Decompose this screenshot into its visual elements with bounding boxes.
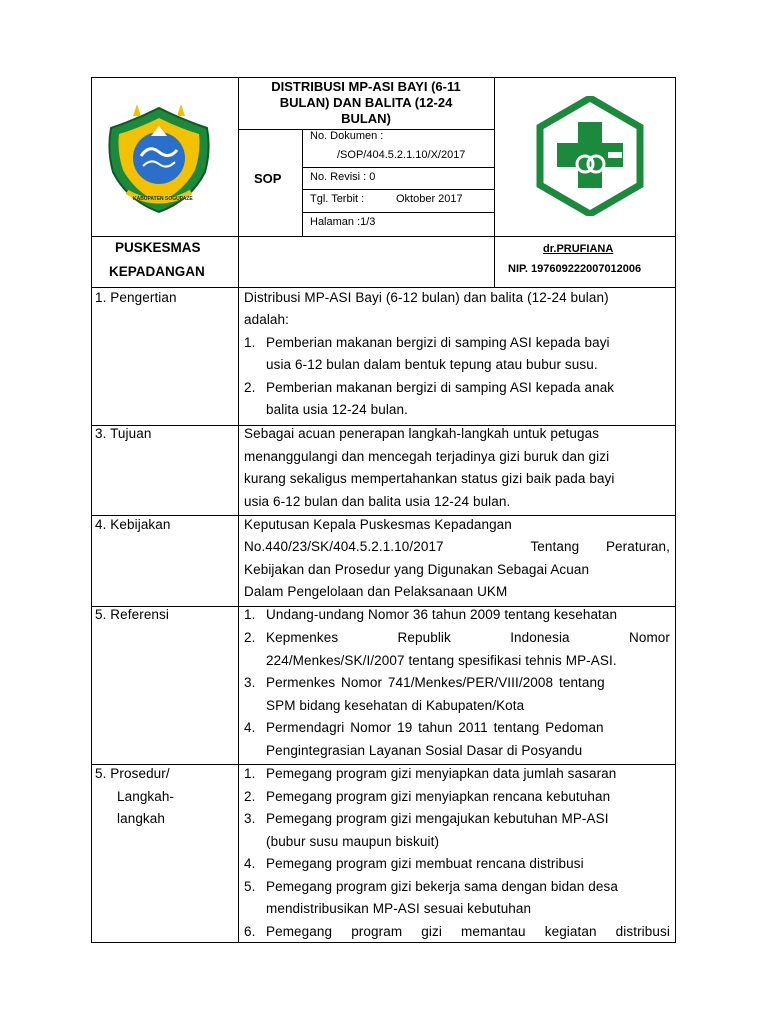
referensi-4-line2: Pengintegrasian Layanan Sosial Dasar di Posyandu — [266, 743, 583, 758]
prosedur-3-line1: Pemegang program gizi mengajukan kebutuhan MP-ASI — [266, 811, 609, 826]
document-title-line1: DISTRIBUSI MP-ASI BAYI (6-11 — [271, 79, 461, 94]
pengertian-item1-line1: Pemberian makanan bergizi di samping ASI kepada bayi — [266, 335, 610, 350]
prosedur-3-line2: (bubur susu maupun biskuit) — [266, 834, 440, 849]
puskesmas-cross-icon — [530, 96, 650, 216]
referensi-3-number: 3. — [244, 675, 256, 690]
pengertian-item2-line2: balita usia 12-24 bulan. — [266, 402, 409, 417]
doc-no-value: /SOP/404.5.2.1.10/X/2017 — [337, 149, 466, 161]
kebijakan-line2 — [244, 539, 670, 554]
terbit-label: Tgl. Terbit : — [310, 193, 365, 205]
org-name-line2: KEPADANGAN — [109, 264, 205, 279]
prosedur-6-word: distribusi — [615, 924, 670, 939]
header-divider-right — [494, 77, 495, 288]
row-line-prosedur — [91, 764, 676, 765]
prosedur-6-word: program — [351, 924, 403, 939]
prosedur-5-line1: Pemegang program gizi bekerja sama dengan bidan desa — [266, 879, 618, 894]
kebijakan-line2-word: Peraturan, — [605, 539, 670, 554]
label-referensi: 5. Referensi — [95, 607, 169, 622]
referensi-4-number: 4. — [244, 720, 256, 735]
kebijakan-line3: Kebijakan dan Prosedur yang Digunakan Sebagai Acuan — [244, 562, 590, 577]
referensi-3-line2: SPM bidang kesehatan di Kabupaten/Kota — [266, 698, 525, 713]
prosedur-6-word: gizi — [421, 924, 442, 939]
terbit-value: Oktober 2017 — [396, 193, 463, 205]
emblem-banner-text: KABUPATEN SOGUPAZE — [133, 196, 193, 202]
label-prosedur-line3: langkah — [117, 811, 165, 826]
prosedur-6 — [266, 924, 670, 939]
prosedur-5-line2: mendistribusikan MP-ASI sesuai kebutuhan — [266, 901, 532, 916]
pengertian-item1-number: 1. — [244, 335, 256, 350]
revisi: No. Revisi : 0 — [310, 171, 376, 183]
revisi-line — [302, 189, 494, 190]
tujuan-line2: menanggulangi dan mencegah terjadinya gizi buruk dan gizi — [244, 449, 610, 464]
sop-label: SOP — [254, 171, 282, 186]
referensi-2-number: 2. — [244, 630, 256, 645]
tujuan-line3: kurang sekaligus mempertahankan status gizi baik pada bayi — [244, 471, 615, 486]
prosedur-4: Pemegang program gizi membuat rencana distribusi — [266, 856, 584, 871]
doc-no-label: No. Dokumen : — [310, 130, 384, 142]
head-name: dr.PRUFIANA — [543, 243, 614, 255]
referensi-1: Undang-undang Nomor 36 tahun 2009 tentang kesehatan — [266, 607, 618, 622]
kebijakan-line1: Keputusan Kepala Puskesmas Kepadangan — [244, 517, 512, 532]
org-name-line1: PUSKESMAS — [115, 240, 201, 255]
document-title-line2: BULAN) DAN BALITA (12-24 — [279, 95, 453, 110]
referensi-2-line2: 224/Menkes/SK/I/2007 tentang spesifikasi tehnis MP-ASI. — [266, 653, 617, 668]
head-nip: NIP. 197609222007012006 — [508, 263, 642, 275]
prosedur-6-number: 6. — [244, 924, 256, 939]
docno-line — [302, 167, 494, 168]
label-pengertian: 1. Pengertian — [95, 290, 177, 305]
prosedur-5-number: 5. — [244, 879, 256, 894]
terbit-line — [302, 212, 494, 213]
prosedur-6-word: Pemegang — [266, 924, 333, 939]
regency-emblem-icon — [97, 100, 222, 215]
pengertian-item2-line1: Pemberian makanan bergizi di samping ASI kepada anak — [266, 380, 615, 395]
label-kebijakan: 4. Kebijakan — [95, 517, 171, 532]
pengertian-intro-line2: adalah: — [244, 312, 289, 327]
kebijakan-line2-word: Tentang — [530, 539, 580, 554]
prosedur-6-word: kegiatan — [544, 924, 597, 939]
label-tujuan: 3. Tujuan — [95, 426, 152, 441]
referensi-2-word: Indonesia — [510, 630, 570, 645]
referensi-1-number: 1. — [244, 607, 256, 622]
prosedur-2-number: 2. — [244, 789, 256, 804]
pengertian-intro-line1: Distribusi MP-ASI Bayi (6-12 bulan) dan balita (12-24 bulan) — [244, 290, 609, 305]
referensi-4-line1: Permendagri Nomor 19 tahun 2011 tentang Pedoman — [266, 720, 604, 735]
pengertian-item1-line2: usia 6-12 bulan dalam bentuk tepung atau bubur susu. — [266, 357, 598, 372]
referensi-2-word: Kepmenkes — [266, 630, 339, 645]
halaman: Halaman :1/3 — [310, 216, 376, 228]
prosedur-4-number: 4. — [244, 856, 256, 871]
header-row-line — [91, 236, 676, 237]
pengertian-item2-number: 2. — [244, 380, 256, 395]
tujuan-line4: usia 6-12 bulan dan balita usia 12-24 bulan. — [244, 494, 511, 509]
referensi-2-word: Republik — [397, 630, 451, 645]
kebijakan-line2-word: No.440/23/SK/404.5.2.1.10/2017 — [244, 539, 444, 554]
prosedur-6-word: memantau — [461, 924, 526, 939]
sop-divider — [302, 129, 303, 236]
prosedur-2: Pemegang program gizi menyiapkan rencana kebutuhan — [266, 789, 611, 804]
referensi-3-line1: Permenkes Nomor 741/Menkes/PER/VIII/2008 tentang — [266, 675, 605, 690]
prosedur-1: Pemegang program gizi menyiapkan data jumlah sasaran — [266, 766, 617, 781]
row-line-kebijakan — [91, 515, 676, 516]
label-prosedur-line1: 5. Prosedur/ — [95, 766, 170, 781]
content-column-divider — [238, 288, 239, 943]
prosedur-3-number: 3. — [244, 811, 256, 826]
label-prosedur-line2: Langkah- — [117, 789, 175, 804]
referensi-2-line1 — [266, 630, 670, 645]
prosedur-1-number: 1. — [244, 766, 256, 781]
tujuan-line1: Sebagai acuan penerapan langkah-langkah untuk petugas — [244, 426, 600, 441]
referensi-2-word: Nomor — [628, 630, 670, 645]
document-title-line3: BULAN) — [341, 111, 391, 126]
kebijakan-line4: Dalam Pengelolaan dan Pelaksanaan UKM — [244, 584, 508, 599]
